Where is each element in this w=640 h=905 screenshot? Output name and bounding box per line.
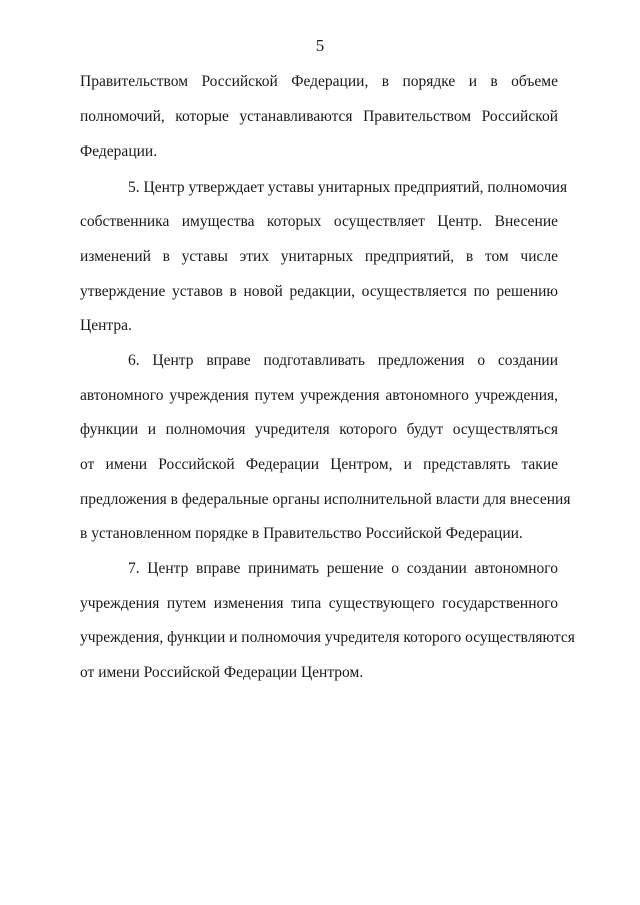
text-line: Федерации.	[80, 143, 158, 160]
text-line: от имени Российской Федерации Центром, и представлять такие	[80, 456, 558, 473]
text-line: собственника имущества которых осуществляет Центр. Внесение	[80, 213, 558, 230]
page-number: 5	[315, 36, 325, 55]
text-line: предложения в федеральные органы исполнительной власти для внесения	[80, 491, 571, 508]
text-line: Правительством Российской Федерации, в порядке и в объеме	[80, 73, 558, 90]
paragraph-5-first-line: 5. Центр утверждает уставы унитарных предприятий, полномочия	[128, 179, 568, 196]
text-line: утверждение уставов в новой редакции, осуществляется по решению	[80, 283, 558, 300]
text-line: функции и полномочия учредителя которого будут осуществляться	[80, 421, 558, 438]
paragraph-7-first-line: 7. Центр вправе принимать решение о создании автономного	[128, 560, 558, 577]
paragraph-6-first-line: 6. Центр вправе подготавливать предложения о создании	[128, 352, 558, 369]
text-line: учреждения, функции и полномочия учредителя которого осуществляются	[80, 629, 575, 646]
text-line: автономного учреждения путем учреждения автономного учреждения,	[80, 387, 558, 404]
text-line: учреждения путем изменения типа существующего государственного	[80, 595, 558, 612]
text-line: Центра.	[80, 317, 132, 334]
text-line: в установленном порядке в Правительство Российской Федерации.	[80, 525, 523, 542]
text-line: от имени Российской Федерации Центром.	[80, 664, 364, 681]
text-line: полномочий, которые устанавливаются Правительством Российской	[80, 108, 558, 125]
text-line: изменений в уставы этих унитарных предприятий, в том числе	[80, 248, 558, 265]
